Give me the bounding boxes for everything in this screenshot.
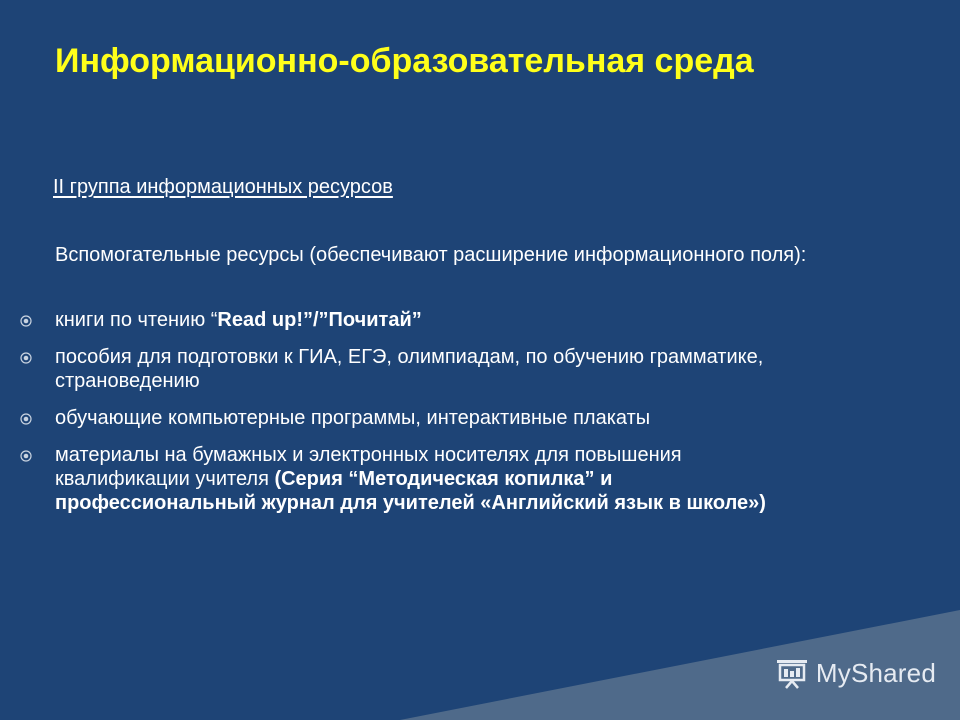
presentation-icon: [774, 656, 810, 690]
bullet-text: книги по чтению “: [55, 309, 218, 331]
circle-bullet-icon: [20, 352, 32, 364]
list-item: [20, 443, 810, 515]
bullet-text-bold: (Серия “Методическая копилка” и профессиональный журнал для учителей «Английский язык в школе»): [55, 468, 766, 514]
bullet-text-bold: Read up!”/”Почитай”: [217, 309, 422, 331]
list-item: [20, 406, 810, 430]
intro-text: Вспомогательные ресурсы (обеспечивают расширение информационного поля):: [55, 244, 807, 266]
bullet-text: обучающие компьютерные программы, интерактивные плакаты: [55, 407, 651, 429]
slide-subtitle: II группа информационных ресурсов: [53, 176, 393, 198]
watermark-text: MyShared: [815, 657, 936, 688]
circle-bullet-icon: [20, 413, 32, 425]
list-item: [20, 345, 810, 393]
circle-bullet-icon: [20, 450, 32, 462]
circle-bullet-icon: [20, 315, 32, 327]
watermark-logo[interactable]: [774, 656, 936, 690]
bullet-text: пособия для подготовки к ГИА, ЕГЭ, олимпиадам, по обучению грамматике, страноведению: [55, 346, 764, 392]
list-item: [20, 308, 810, 332]
slide-title: Информационно-образовательная среда: [55, 42, 754, 80]
bullet-text: материалы на бумажных и электронных носителях для повышения квалификации учителя: [55, 444, 682, 490]
bullet-list: [20, 308, 810, 528]
